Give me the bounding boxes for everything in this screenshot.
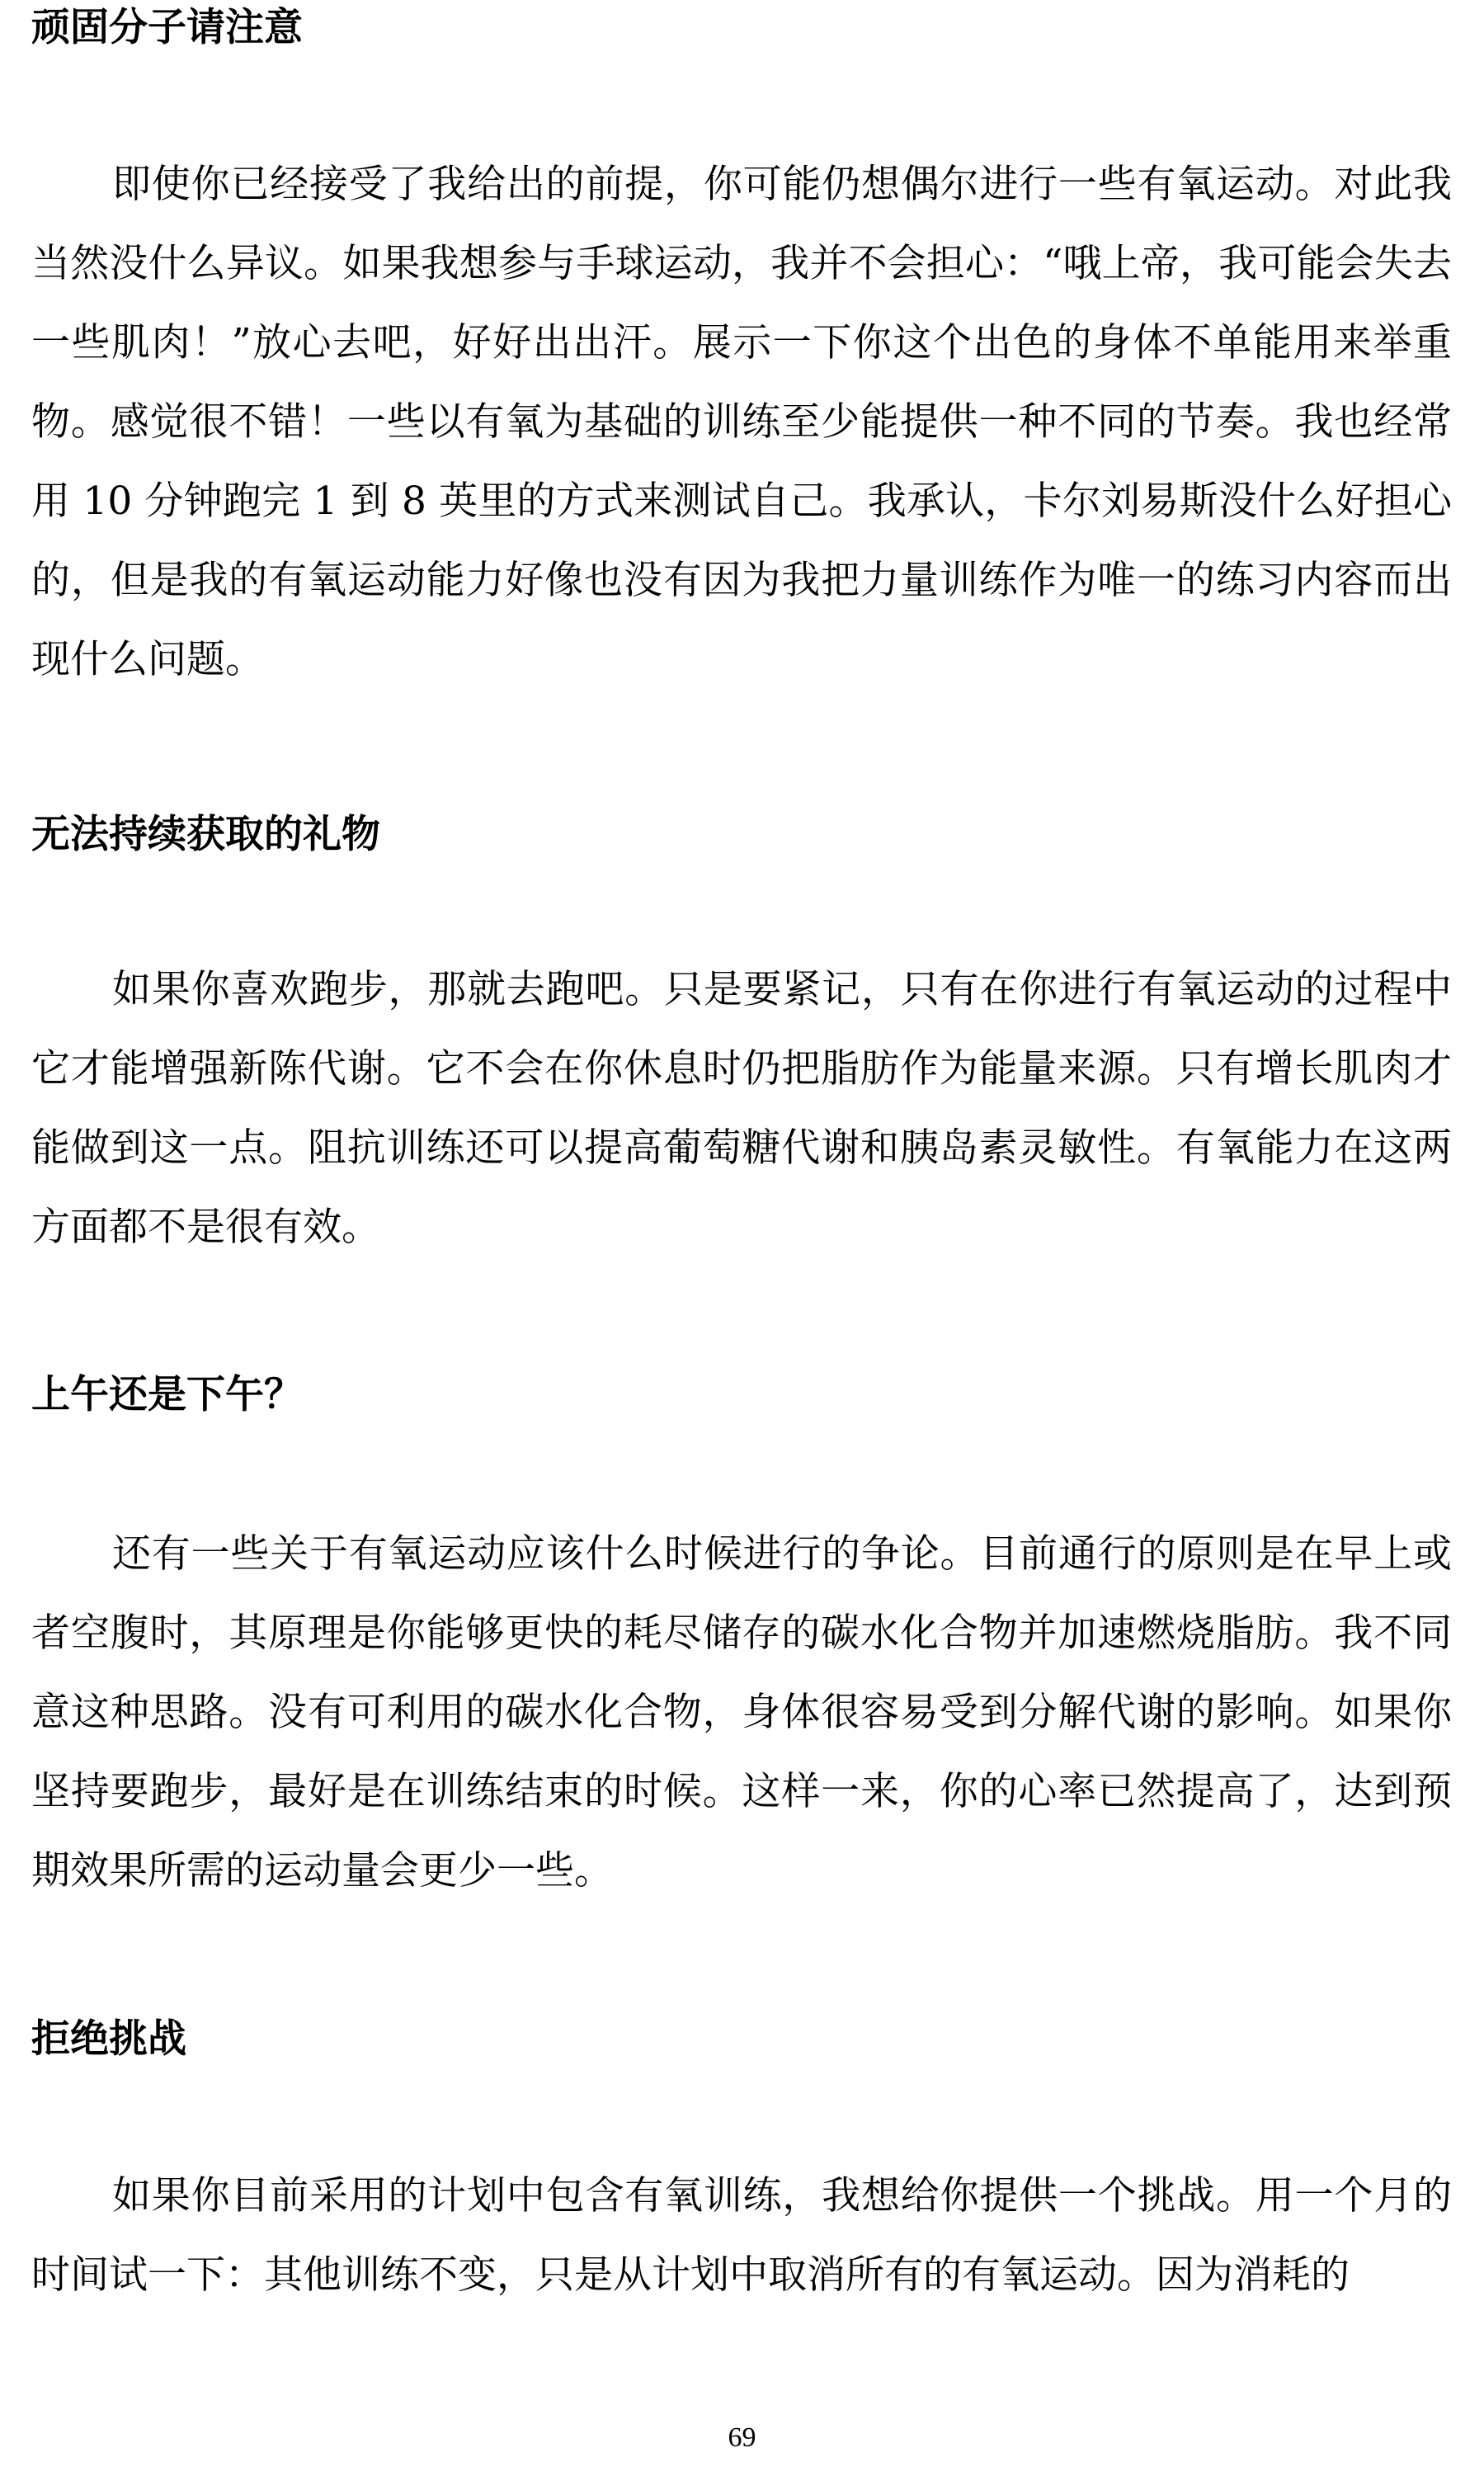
section-paragraph-challenge: 如果你目前采用的计划中包含有氧训练，我想给你提供一个挑战。用一个月的时间试一下：其他训练不变，只是从计划中取消所有的有氧运动。因为消耗的 [31,2173,1452,2298]
section-paragraph-stubborn: 即使你已经接受了我给出的前提，你可能仍想偶尔进行一些有氧运动。对此我当然没什么异议。如果我想参与手球运动，我并不会担心：“哦上帝，我可能会失去一些肌肉！”放心去吧，好好出出汗。展示一下你这个出色的身体不单能用来举重物。感觉很不错！一些以有氧为基础的训练至少能提供一种不同的节奏。我也经常用 10 分钟跑完 1 到 8 英里的方式来测试自己。我承认，卡尔刘易斯没什么好担心的，但是我的有氧运动能力好像也没有因为我把力量训练作为唯一的练习内容而出现什么问题。 [31,162,1452,682]
section-heading-morning-afternoon: 上午还是下午？ [31,1372,303,1417]
section-paragraph-morning-afternoon: 还有一些关于有氧运动应该什么时候进行的争论。目前通行的原则是在早上或者空腹时，其原理是你能够更快的耗尽储存的碳水化合物并加速燃烧脂肪。我不同意这种思路。没有可利用的碳水化合物，身体很容易受到分解代谢的影响。如果你坚持要跑步，最好是在训练结束的时候。这样一来，你的心率已然提高了，达到预期效果所需的运动量会更少一些。 [31,1531,1452,1893]
section-paragraph-gift: 如果你喜欢跑步，那就去跑吧。只是要紧记，只有在你进行有氧运动的过程中它才能增强新陈代谢。它不会在你休息时仍把脂肪作为能量来源。只有增长肌肉才能做到这一点。阻抗训练还可以提高葡萄糖代谢和胰岛素灵敏性。有氧能力在这两方面都不是很有效。 [31,967,1452,1250]
section-heading-challenge: 拒绝挑战 [31,2016,186,2062]
section-heading-gift: 无法持续获取的礼物 [31,812,380,857]
page-number: 69 [728,2422,756,2453]
section-heading-stubborn: 顽固分子请注意 [31,5,303,50]
